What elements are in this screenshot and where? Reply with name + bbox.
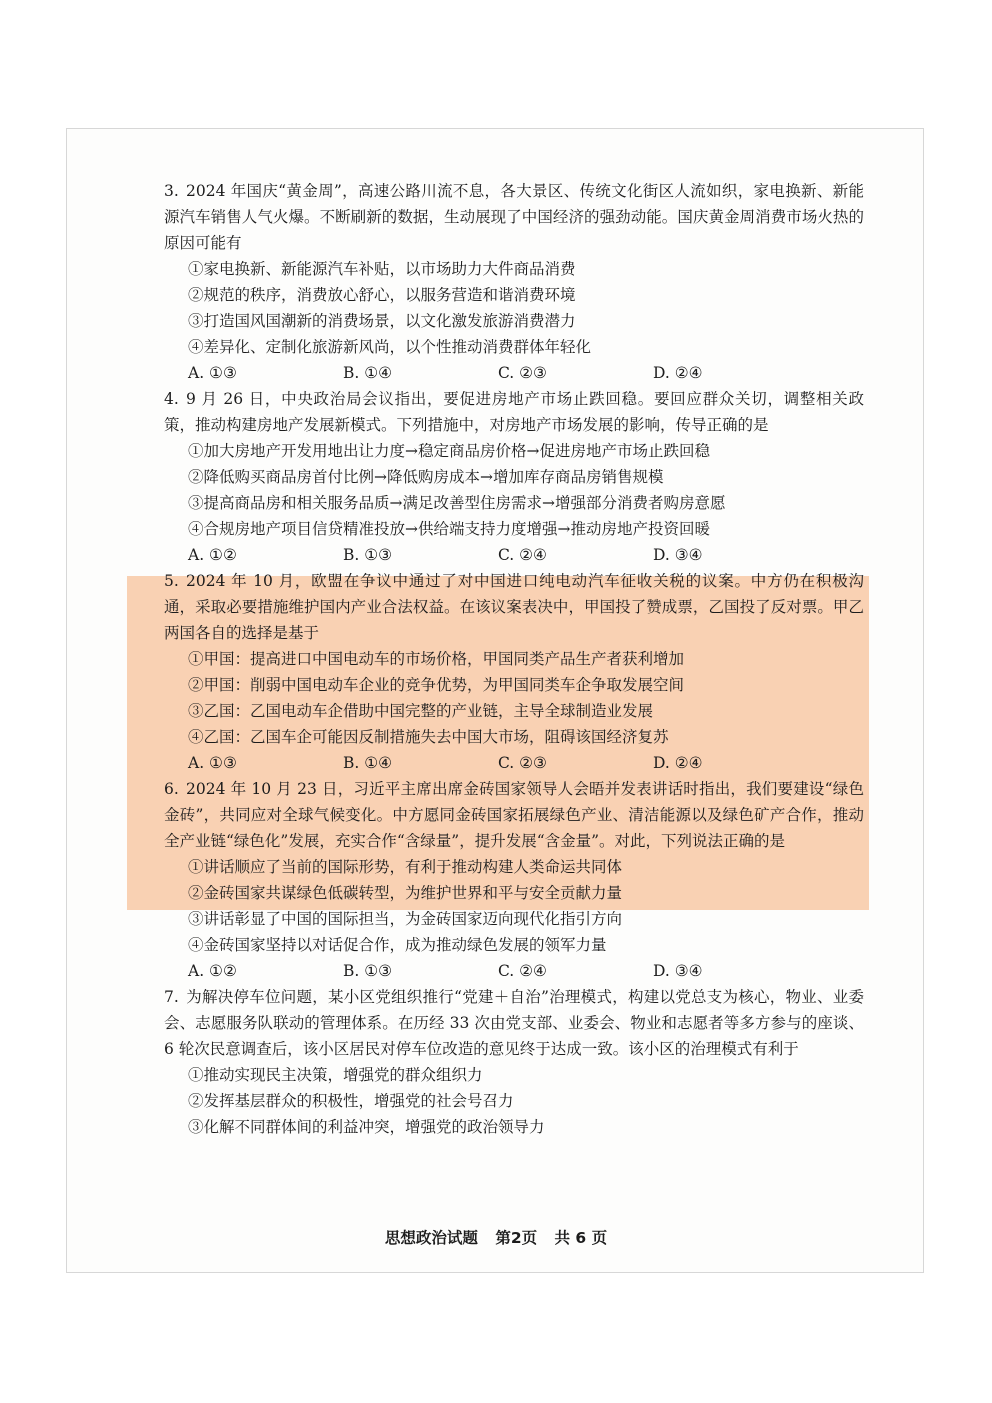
statement: ③讲话彰显了中国的国际担当，为金砖国家迈向现代化指引方向 (188, 910, 623, 928)
statement: ②金砖国家共谋绿色低碳转型，为维护世界和平与安全贡献力量 (188, 884, 623, 902)
option-d: D. ②④ (653, 754, 703, 772)
question-3 (164, 178, 864, 386)
footer-page-number: 第2页 (495, 1229, 538, 1247)
statement: ①加大房地产开发用地出让力度→稳定商品房价格→促进房地产市场止跌回稳 (188, 442, 710, 460)
question-stem: 2024 年 10 月，欧盟在争议中通过了对中国进口纯电动汽车征收关税的议案。中方仍在积极沟通，采取必要措施维护国内产业合法权益。在该议案表决中，甲国投了赞成票，乙国投了反对票。甲乙两国各自的选择是基于 (164, 572, 864, 642)
statement: ③乙国：乙国电动车企借助中国完整的产业链，主导全球制造业发展 (188, 702, 654, 720)
option-c: C. ②④ (498, 962, 547, 980)
question-list (164, 178, 864, 1140)
question-number: 6. (164, 780, 179, 798)
option-a: A. ①② (188, 962, 237, 980)
statement: ①家电换新、新能源汽车补贴，以市场助力大件商品消费 (188, 260, 576, 278)
option-c: C. ②④ (498, 546, 547, 564)
statement: ①甲国：提高进口中国电动车的市场价格，甲国同类产品生产者获利增加 (188, 650, 685, 668)
option-a: A. ①② (188, 546, 237, 564)
statement: ④合规房地产项目信贷精准投放→供给端支持力度增强→推动房地产投资回暖 (188, 520, 710, 538)
question-stem: 2024 年 10 月 23 日，习近平主席出席金砖国家领导人会晤并发表讲话时指出，我们要建设“绿色金砖”，共同应对全球气候变化。中方愿同金砖国家拓展绿色产业、清洁能源以及绿色矿产合作，推动全产业链“绿色化”发展，充实合作“含绿量”，提升发展“含金量”。对此，下列说法正确的是 (164, 780, 864, 850)
statement: ②甲国：削弱中国电动车企业的竞争优势，为甲国同类车企争取发展空间 (188, 676, 685, 694)
statement: ④差异化、定制化旅游新风尚，以个性推动消费群体年轻化 (188, 338, 592, 356)
option-d: D. ③④ (653, 546, 703, 564)
statement: ②规范的秩序，消费放心舒心，以服务营造和谐消费环境 (188, 286, 576, 304)
page-footer (0, 1226, 992, 1248)
answer-options (164, 750, 864, 776)
question-4 (164, 386, 864, 568)
footer-subject: 思想政治试题 (384, 1229, 478, 1247)
option-d: D. ②④ (653, 364, 703, 382)
question-6 (164, 776, 864, 984)
answer-options (164, 542, 864, 568)
option-a: A. ①③ (188, 754, 237, 772)
statement: ①推动实现民主决策，增强党的群众组织力 (188, 1066, 483, 1084)
statement: ②发挥基层群众的积极性，增强党的社会号召力 (188, 1092, 514, 1110)
question-stem: 9 月 26 日，中央政治局会议指出，要促进房地产市场止跌回稳。要回应群众关切，调整相关政策，推动构建房地产发展新模式。下列措施中，对房地产市场发展的影响，传导正确的是 (164, 390, 864, 434)
option-b: B. ①③ (343, 546, 393, 564)
question-5 (164, 568, 864, 776)
answer-options (164, 958, 864, 984)
option-b: B. ①④ (343, 364, 393, 382)
question-stem: 2024 年国庆“黄金周”，高速公路川流不息，各大景区、传统文化街区人流如织，家电换新、新能源汽车销售人气火爆。不断刷新的数据，生动展现了中国经济的强劲动能。国庆黄金周消费市场火热的原因可能有 (164, 182, 864, 252)
option-a: A. ①③ (188, 364, 237, 382)
option-d: D. ③④ (653, 962, 703, 980)
question-stem: 为解决停车位问题，某小区党组织推行“党建＋自治”治理模式，构建以党总支为核心，物业、业委会、志愿服务队联动的管理体系。在历经 33 次由党支部、业委会、物业和志愿者等多方参与的座谈、6 轮次民意调查后，该小区居民对停车位改造的意见终于达成一致。该小区的治理模式有利于 (164, 988, 864, 1058)
question-number: 4. (164, 390, 179, 408)
question-number: 3. (164, 182, 179, 200)
footer-total-pages: 共 6 页 (554, 1229, 608, 1247)
statement: ②降低购买商品房首付比例→降低购房成本→增加库存商品房销售规模 (188, 468, 664, 486)
statement: ③提高商品房和相关服务品质→满足改善型住房需求→增强部分消费者购房意愿 (188, 494, 726, 512)
statement: ④乙国：乙国车企可能因反制措施失去中国大市场，阻碍该国经济复苏 (188, 728, 669, 746)
question-7 (164, 984, 864, 1140)
option-c: C. ②③ (498, 364, 547, 382)
option-c: C. ②③ (498, 754, 547, 772)
statement: ④金砖国家坚持以对话促合作，成为推动绿色发展的领军力量 (188, 936, 607, 954)
statement: ①讲话顺应了当前的国际形势，有利于推动构建人类命运共同体 (188, 858, 623, 876)
answer-options (164, 360, 864, 386)
statement: ③化解不同群体间的利益冲突，增强党的政治领导力 (188, 1118, 545, 1136)
question-number: 7. (164, 988, 179, 1006)
question-number: 5. (164, 572, 179, 590)
option-b: B. ①④ (343, 754, 393, 772)
statement: ③打造国风国潮新的消费场景，以文化激发旅游消费潜力 (188, 312, 576, 330)
option-b: B. ①③ (343, 962, 393, 980)
